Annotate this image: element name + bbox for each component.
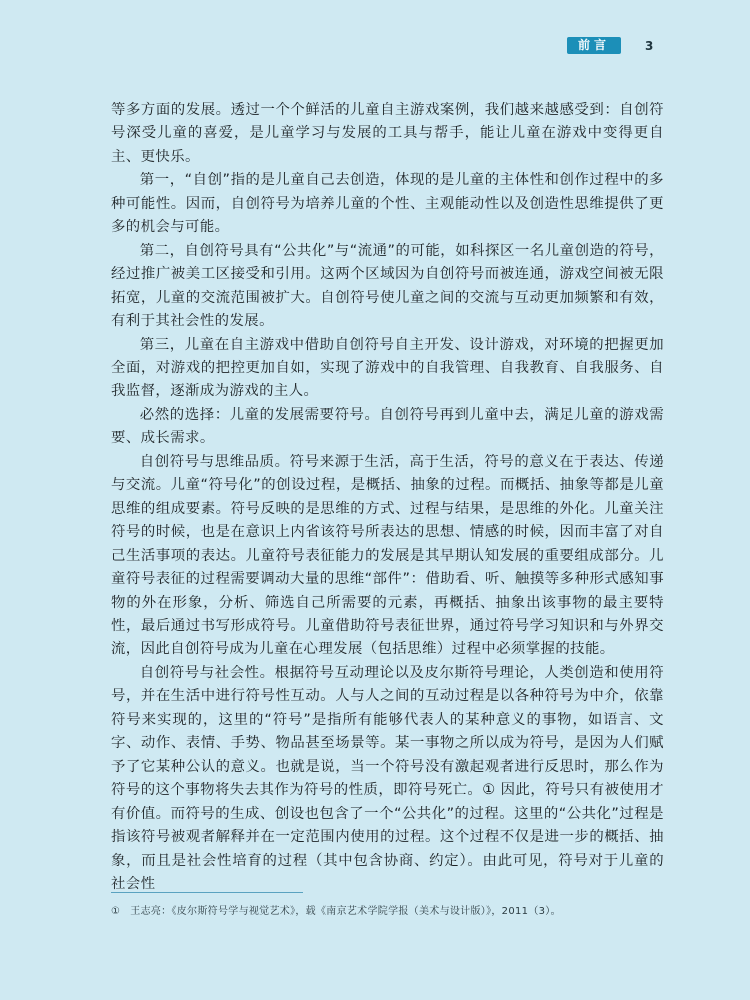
running-header bbox=[567, 37, 653, 54]
section-label: 前言 bbox=[567, 37, 621, 54]
paragraph: 第一，“自创”指的是儿童自己去创造，体现的是儿童的主体性和创作过程中的多种可能性。因而，自创符号为培养儿童的个性、主观能动性以及创造性思维提供了更多的机会与可能。 bbox=[111, 172, 664, 236]
paragraph: 第二，自创符号具有“公共化”与“流通”的可能，如科探区一名儿童创造的符号，经过推广被美工区接受和引用。这两个区域因为自创符号而被连通，游戏空间被无限拓宽，儿童的交流范围被扩大。自创符号使儿童之间的交流与互动更加频繁和有效，有利于其社会性的发展。 bbox=[111, 242, 664, 330]
paragraph: 第三，儿童在自主游戏中借助自创符号自主开发、设计游戏，对环境的把握更加全面，对游戏的把控更加自如，实现了游戏中的自我管理、自我教育、自我服务、自我监督，逐渐成为游戏的主人。 bbox=[111, 336, 664, 400]
page-number: 3 bbox=[645, 38, 654, 53]
paragraph: 必然的选择：儿童的发展需要符号。自创符号再到儿童中去，满足儿童的游戏需要、成长需求。 bbox=[111, 406, 664, 447]
footnote-text: 王志亮：《皮尔斯符号学与视觉艺术》，载《南京艺术学院学报（美术与设计版）》，2011（3）。 bbox=[130, 906, 561, 917]
paragraph: 自创符号与社会性。根据符号互动理论以及皮尔斯符号理论，人类创造和使用符号，并在生活中进行符号性互动。人与人之间的互动过程是以各种符号为中介，依靠符号来实现的，这里的“符号”是指所有能够代表人的某种意义的事物，如语言、文字、动作、表情、手势、物品甚至场景等。某一事物之所以成为符号，是因为人们赋予了它某种公认的意义。也就是说，当一个符号没有激起观者进行反思时，那么作为符号的这个事物将失去其作为符号的性质，即符号死亡。① 因此，符号只有被使用才有价值。而符号的生成、创设也包含了一个“公共化”的过程。这里的“公共化”过程是指该符号被观者解释并在一定范围内使用的过程。这个过程不仅是进一步的概括、抽象，而且是社会性培育的过程（其中包含协商、约定）。由此可见，符号对于儿童的社会性 bbox=[111, 664, 664, 892]
paragraph: 等多方面的发展。透过一个个鲜活的儿童自主游戏案例，我们越来越感受到：自创符号深受儿童的喜爱，是儿童学习与发展的工具与帮手，能让儿童在游戏中变得更自主、更快乐。 bbox=[111, 102, 664, 165]
footnote-divider bbox=[111, 892, 303, 893]
footnote bbox=[111, 905, 671, 919]
paragraph: 自创符号与思维品质。符号来源于生活，高于生活，符号的意义在于表达、传递与交流。儿童“符号化”的创设过程，是概括、抽象的过程。而概括、抽象等都是儿童思维的组成要素。符号反映的是思维的方式、过程与结果，是思维的外化。儿童关注符号的时候，也是在意识上内省该符号所表达的思想、情感的时候，因而丰富了对自己生活事项的表达。儿童符号表征能力的发展是其早期认知发展的重要组成部分。儿童符号表征的过程需要调动大量的思维“部件”：借助看、听、触摸等多种形式感知事物的外在形象，分析、筛选自己所需要的元素，再概括、抽象出该事物的最主要特性，最后通过书写形成符号。儿童借助符号表征世界，通过符号学习知识和与外界交流，因此自创符号成为儿童在心理发展（包括思维）过程中必须掌握的技能。 bbox=[111, 453, 664, 658]
body-text bbox=[111, 99, 664, 896]
footnote-mark: ① bbox=[111, 906, 121, 917]
